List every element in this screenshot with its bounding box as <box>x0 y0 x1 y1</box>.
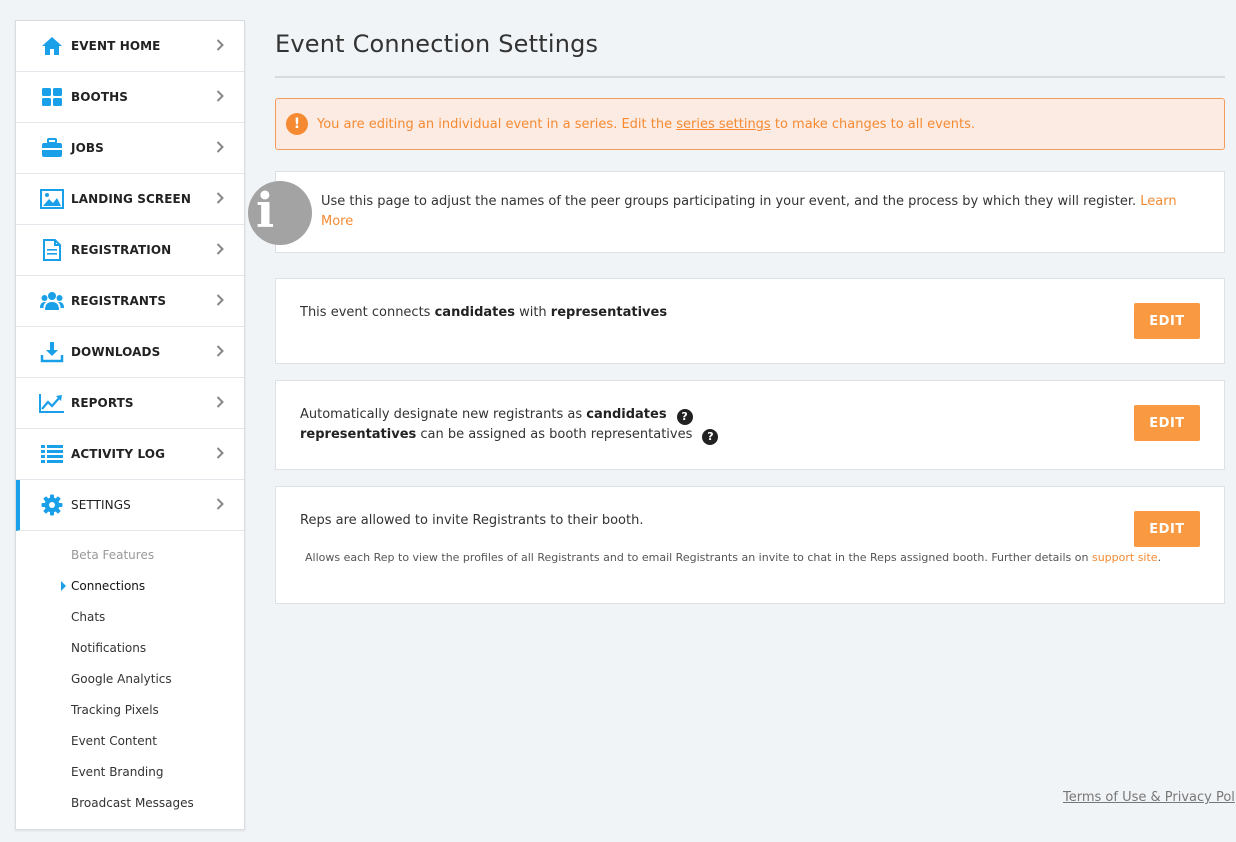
sidebar-item-booths[interactable] <box>16 72 244 123</box>
chevron-right-icon <box>216 243 224 255</box>
info-icon: i <box>248 181 312 245</box>
sidebar-item-label: ACTIVITY LOG <box>71 447 166 461</box>
submenu-item-label: Connections <box>71 578 146 593</box>
designation-card <box>275 380 1225 470</box>
invite-note-text: Allows each Rep to view the profiles of all Registrants and to email Registrants an invite to chat in the Reps assigned booth. Further details on <box>305 551 1092 564</box>
alert-prefix: You are editing an individual event in a series. Edit the <box>317 116 677 132</box>
invite-note-end: . <box>1157 551 1162 564</box>
download-icon <box>40 341 64 363</box>
designation-line-1 <box>300 405 693 425</box>
chevron-right-icon <box>216 192 224 204</box>
sidebar-item-landing-screen[interactable] <box>16 174 244 225</box>
sidebar-item-label: DOWNLOADS <box>71 345 161 359</box>
edit-designation-button[interactable]: EDIT <box>1134 405 1200 441</box>
sidebar-item-event-home[interactable] <box>16 21 244 72</box>
sidebar-item-registration[interactable] <box>16 225 244 276</box>
learn-more-link[interactable]: Learn More <box>321 194 1177 229</box>
submenu-item-connections[interactable] <box>16 570 244 601</box>
help-icon[interactable]: ? <box>677 409 693 425</box>
connection-card <box>275 278 1225 364</box>
representatives-label: representatives <box>550 305 668 320</box>
page-title: Event Connection Settings <box>275 30 599 58</box>
support-site-link[interactable]: support site <box>1091 551 1158 564</box>
sidebar-item-label: BOOTHS <box>71 90 129 104</box>
representatives-label: representatives <box>300 427 417 442</box>
chevron-right-icon <box>216 39 224 51</box>
sidebar-item-label: REPORTS <box>71 396 134 410</box>
info-text <box>321 192 1204 232</box>
submenu-item-beta-features[interactable]: Beta Features <box>71 547 155 562</box>
chart-line-icon <box>40 392 64 414</box>
info-panel <box>256 171 1225 253</box>
series-settings-link[interactable]: series settings <box>676 116 771 132</box>
invite-title: Reps are allowed to invite Registrants to their booth. <box>300 513 644 528</box>
submenu-item-tracking-pixels[interactable]: Tracking Pixels <box>71 702 159 717</box>
edit-connection-button[interactable]: EDIT <box>1134 303 1200 339</box>
gear-icon <box>40 494 64 516</box>
settings-submenu <box>16 531 244 818</box>
submenu-item-chats[interactable]: Chats <box>71 609 106 624</box>
sidebar <box>15 20 245 830</box>
chevron-right-icon <box>216 396 224 408</box>
invite-note <box>305 551 1161 564</box>
users-icon <box>40 290 64 312</box>
chevron-right-icon <box>216 294 224 306</box>
terms-privacy-link[interactable]: Terms of Use & Privacy Pol <box>1063 790 1235 805</box>
alert-text <box>317 117 975 132</box>
candidates-label: candidates <box>586 407 667 422</box>
chevron-right-icon <box>216 141 224 153</box>
title-divider <box>275 76 1225 78</box>
sidebar-item-activity-log[interactable] <box>16 429 244 480</box>
help-icon[interactable]: ? <box>702 429 718 445</box>
document-icon <box>40 239 64 261</box>
sidebar-item-label: JOBS <box>71 141 104 155</box>
briefcase-icon <box>40 137 64 159</box>
alert-suffix: to make changes to all events. <box>770 116 976 132</box>
submenu-item-broadcast-messages[interactable]: Broadcast Messages <box>71 795 194 810</box>
booths-grid-icon <box>40 86 64 108</box>
list-icon <box>40 443 64 465</box>
series-alert <box>275 98 1225 150</box>
sidebar-item-downloads[interactable] <box>16 327 244 378</box>
chevron-right-icon <box>216 90 224 102</box>
sidebar-item-registrants[interactable] <box>16 276 244 327</box>
sidebar-item-label: LANDING SCREEN <box>71 192 191 206</box>
submenu-item-event-content[interactable]: Event Content <box>71 733 157 748</box>
designation-line-2 <box>300 425 718 445</box>
exclamation-icon: ! <box>286 113 308 135</box>
sidebar-item-label: EVENT HOME <box>71 39 161 53</box>
submenu-item-google-analytics[interactable]: Google Analytics <box>71 671 172 686</box>
sidebar-item-settings[interactable] <box>16 480 244 531</box>
caret-right-icon <box>61 581 66 591</box>
home-icon <box>40 35 64 57</box>
connection-text <box>300 303 667 323</box>
submenu-item-event-branding[interactable]: Event Branding <box>71 764 164 779</box>
designation-text: can be assigned as booth representatives <box>416 427 693 442</box>
invite-card <box>275 486 1225 604</box>
info-description: Use this page to adjust the names of the peer groups participating in your event, and the process by which they will register. <box>321 194 1141 209</box>
sidebar-item-label: REGISTRANTS <box>71 294 167 308</box>
main-content <box>256 0 1225 604</box>
designation-text: Automatically designate new registrants as <box>300 407 587 422</box>
submenu-item-notifications[interactable]: Notifications <box>71 640 147 655</box>
edit-invite-button[interactable]: EDIT <box>1134 511 1200 547</box>
candidates-label: candidates <box>434 305 515 320</box>
image-icon <box>40 188 64 210</box>
sidebar-item-jobs[interactable] <box>16 123 244 174</box>
chevron-right-icon <box>216 447 224 459</box>
sidebar-item-reports[interactable] <box>16 378 244 429</box>
connection-text-part: This event connects <box>300 305 435 320</box>
connection-text-part: with <box>514 305 551 320</box>
chevron-right-icon <box>216 345 224 357</box>
sidebar-item-label: SETTINGS <box>71 498 131 512</box>
chevron-right-icon <box>216 498 224 510</box>
sidebar-item-label: REGISTRATION <box>71 243 172 257</box>
